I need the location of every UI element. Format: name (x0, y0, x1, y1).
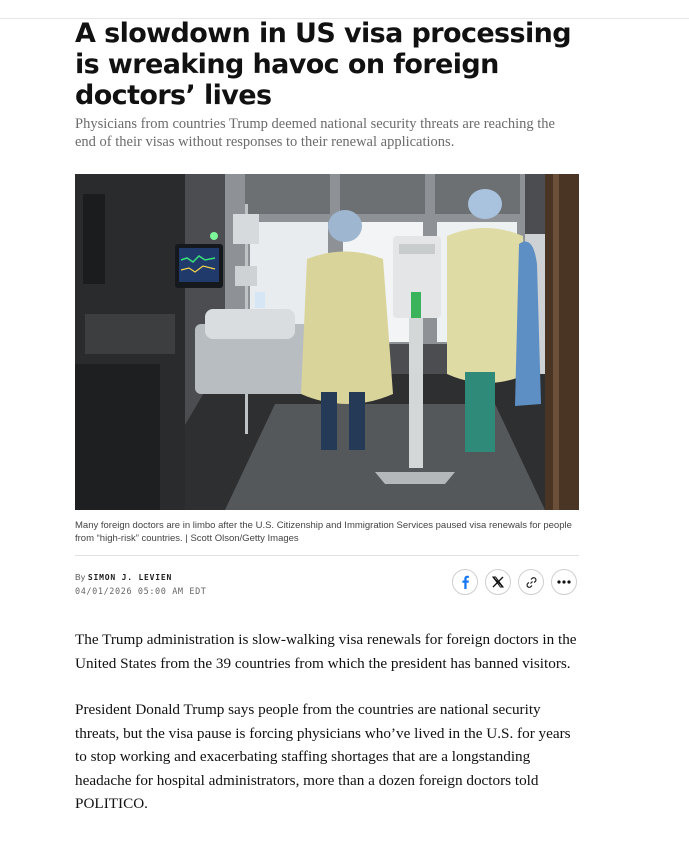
body-paragraph: President Donald Trump says people from the countries are national security threats, but the visa pause is forcing physicians who’ve lived in the U.S. for years to stop working and exacerbating staffing shortages that are a longstanding headache for hospital administrators, more than a dozen foreign doctors told POLITICO. (75, 701, 571, 812)
more-options-button[interactable] (551, 569, 577, 595)
more-icon (557, 580, 571, 584)
lead-figure (75, 174, 579, 556)
byline-prefix: By (75, 572, 86, 582)
byline-row (75, 562, 579, 608)
article-body (75, 628, 579, 816)
publish-date: 04/01/2026 05:00 AM EDT (75, 587, 207, 597)
body-paragraph: The Trump administration is slow-walking visa renewals for foreign doctors in the United States from the 39 countries from which the president has banned visitors. (75, 631, 577, 672)
copy-link-button[interactable] (518, 569, 544, 595)
photo-caption: Many foreign doctors are in limbo after the U.S. Citizenship and Immigration Services paused visa renewals for people from “high-risk” countries. | Scott Olson/Getty Images (75, 519, 579, 556)
link-icon (525, 576, 538, 589)
share-x-button[interactable] (485, 569, 511, 595)
byline (75, 572, 172, 582)
share-facebook-button[interactable] (452, 569, 478, 595)
article (75, 18, 579, 839)
article-dek: Physicians from countries Trump deemed national security threats are reaching the end of their visas without responses to their renewal applications. (75, 116, 555, 150)
author-link[interactable]: SIMON J. LEVIEN (87, 573, 173, 582)
facebook-icon (459, 575, 471, 589)
x-icon (492, 576, 504, 588)
article-headline: A slowdown in US visa processing is wreaking havoc on foreign doctors’ lives (75, 18, 572, 111)
share-toolbar (452, 569, 577, 595)
lead-photo (75, 174, 579, 510)
